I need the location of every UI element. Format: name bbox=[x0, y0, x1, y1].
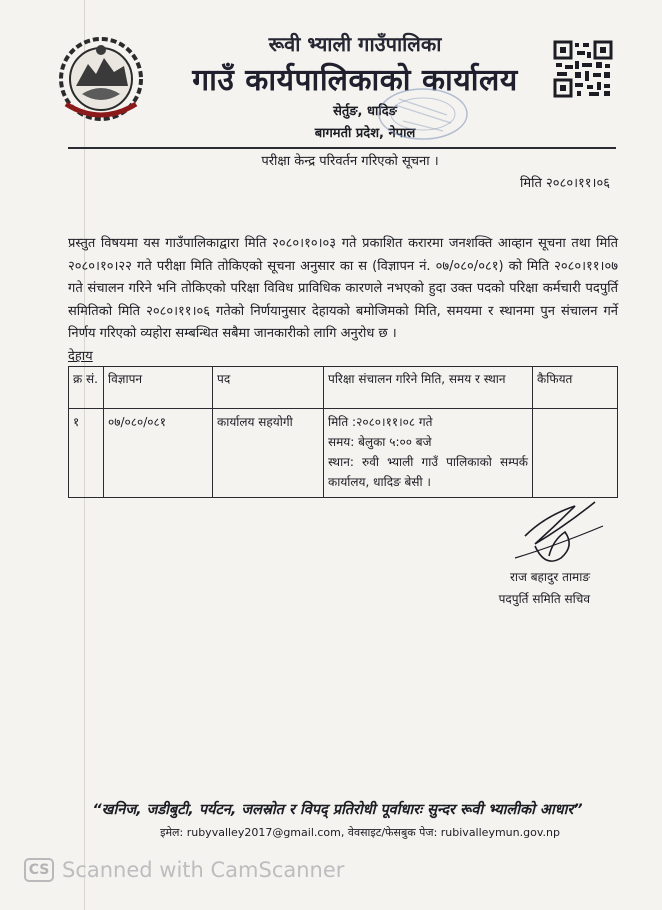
address-line1: सेर्तुङ, धादिङ bbox=[333, 104, 397, 119]
office-name: गाउँ कार्यपालिकाको कार्यालय bbox=[192, 63, 518, 98]
exam-time: समय: बेलुका ५:०० बजे bbox=[328, 435, 432, 449]
footer-contact: इमेल: rubyvalley2017@gmail.com, वेवसाइट/फेसबुक पेज: rubivalleymun.gov.np bbox=[160, 826, 560, 839]
signature-icon bbox=[505, 496, 615, 576]
notice-date: मिति २०८०।११।०६ bbox=[520, 176, 610, 191]
office-stamp-icon bbox=[373, 85, 473, 143]
signatory-name: राज बहादुर तामाङ bbox=[509, 570, 590, 584]
col-exam-details: परिक्षा संचालन गरिने मिति, समय र स्थान bbox=[324, 367, 533, 409]
signatory-title: पदपुर्ति समिति सचिव bbox=[498, 592, 590, 606]
notice-body: प्रस्तुत विषयमा यस गाउँपालिकाद्वारा मिति २०८०।१०।०३ गते प्रकाशित करारमा जनशक्ति आव्हान सूचना तथा मिति २०८०।१०।२२ गते परीक्षा मिति तोकिएको सूचना अनुसार का स (विज्ञापन नं. ०७/०८०/०८१) को मिति २०८०।११।०७ गते संचालन गरिने भनि तोकिएको परिक्षा विविध प्राविधिक कारणले नभएको हुदा उक्त पदको परिक्षा कर्मचारी पदपुर्ति समितिको मिति २०८०।११।०६ गतेको निर्णयानुसार देहायको बमोजिमको मिति, समयमा र स्थानमा पुन संचालन गर्ने निर्णय गरिएको व्यहोरा सम्बन्धित सबैमा जानकारीको लागि अनुरोध छ । bbox=[68, 236, 618, 341]
notice-subject: परीक्षा केन्द्र परिवर्तन गरिएको सूचना । bbox=[261, 154, 439, 169]
camscanner-watermark bbox=[24, 858, 344, 882]
exam-date: मिति :२०८०।११।०८ गते bbox=[328, 415, 433, 429]
col-remarks: कैफियत bbox=[533, 367, 618, 409]
camscanner-logo-icon: CS bbox=[24, 858, 54, 882]
col-serial: क्र सं. bbox=[69, 367, 104, 409]
nepal-emblem-icon bbox=[52, 34, 150, 124]
cell-exam-details bbox=[324, 409, 533, 498]
footer-slogan: “खनिज, जडीबुटी, पर्यटन, जलस्रोत र विपद् प्रतिरोधी पूर्वाधारः सुन्दर रूवी भ्यालीको आधार” bbox=[92, 802, 583, 818]
header-rule bbox=[68, 147, 616, 149]
exam-schedule-table bbox=[68, 366, 618, 498]
cell-advertisement: ०७/०८०/०८१ bbox=[104, 409, 213, 498]
col-advertisement: विज्ञापन bbox=[104, 367, 213, 409]
table-row bbox=[69, 409, 618, 498]
table-header-row bbox=[69, 367, 618, 409]
qr-code-icon bbox=[553, 40, 613, 98]
schedule-heading: देहाय bbox=[68, 349, 93, 364]
cell-post: कार्यालय सहयोगी bbox=[213, 409, 324, 498]
municipality-name: रूवी भ्याली गाउँपालिका bbox=[268, 32, 442, 56]
camscanner-text: Scanned with CamScanner bbox=[62, 858, 345, 882]
exam-place: स्थान: रुवी भ्याली गाउँ पालिकाको सम्पर्क कार्यालय, धादिङ बेसी । bbox=[328, 455, 528, 489]
address-line2: बागमती प्रदेश, नेपाल bbox=[314, 126, 416, 141]
col-post: पद bbox=[213, 367, 324, 409]
cell-remarks bbox=[533, 409, 618, 498]
cell-serial: १ bbox=[69, 409, 104, 498]
